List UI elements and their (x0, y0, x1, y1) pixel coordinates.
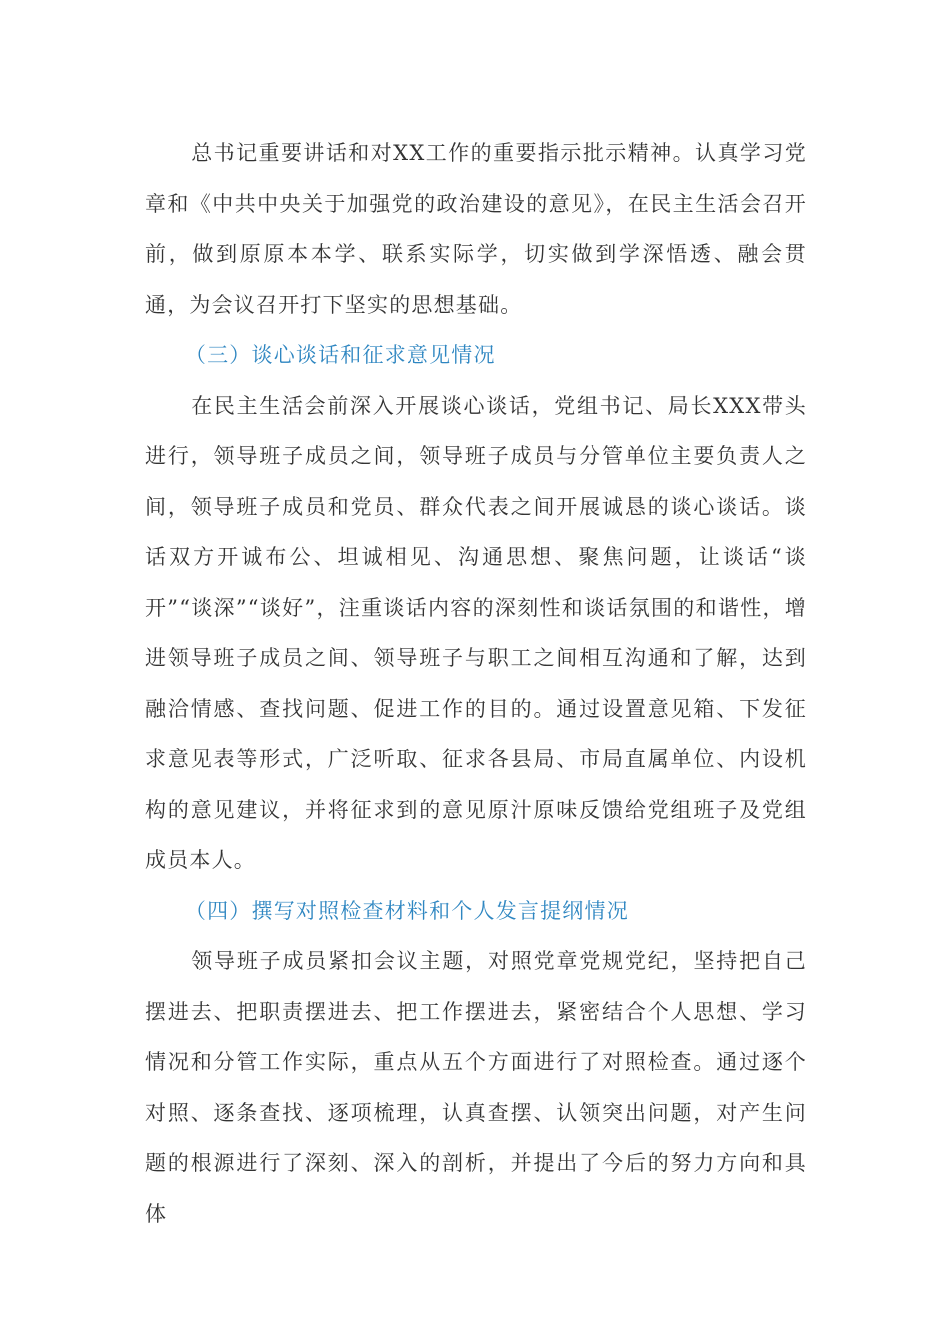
section-heading-3: （三）谈心谈话和征求意见情况 (184, 343, 496, 367)
paragraph-intro-continuation: 总书记重要讲话和对XX工作的重要指示批示精神。认真学习党章和《中共中央关于加强党的政治建设的意见》，在民主生活会召开前，做到原原本本学、联系实际学，切实做到学深悟透、融会贯通，为会议召开打下坚实的思想基础。 (145, 141, 807, 317)
paragraph-self-examination: 领导班子成员紧扣会议主题，对照党章党规党纪，坚持把自己摆进去、把职责摆进去、把工作摆进去，紧密结合个人思想、学习情况和分管工作实际，重点从五个方面进行了对照检查。通过逐个对照、逐条查找、逐项梳理，认真查摆、认领突出问题，对产生问题的根源进行了深刻、深入的剖析，并提出了今后的努力方向和具体 (145, 949, 807, 1226)
paragraph-heart-to-heart-talks: 在民主生活会前深入开展谈心谈话，党组书记、局长XXX带头进行，领导班子成员之间，领导班子成员与分管单位主要负责人之间，领导班子成员和党员、群众代表之间开展诚恳的谈心谈话。谈话双方开诚布公、坦诚相见、沟通思想、聚焦问题，让谈话“谈开”“谈深”“谈好”，注重谈话内容的深刻性和谈话氛围的和谐性，增进领导班子成员之间、领导班子与职工之间相互沟通和了解，达到融洽情感、查找问题、促进工作的目的。通过设置意见箱、下发征求意见表等形式，广泛听取、征求各县局、市局直属单位、内设机构的意见建议，并将征求到的意见原汁原味反馈给党组班子及党组成员本人。 (145, 393, 807, 872)
document-body (145, 128, 807, 1239)
section-heading-4: （四）撰写对照检查材料和个人发言提纲情况 (184, 898, 629, 923)
